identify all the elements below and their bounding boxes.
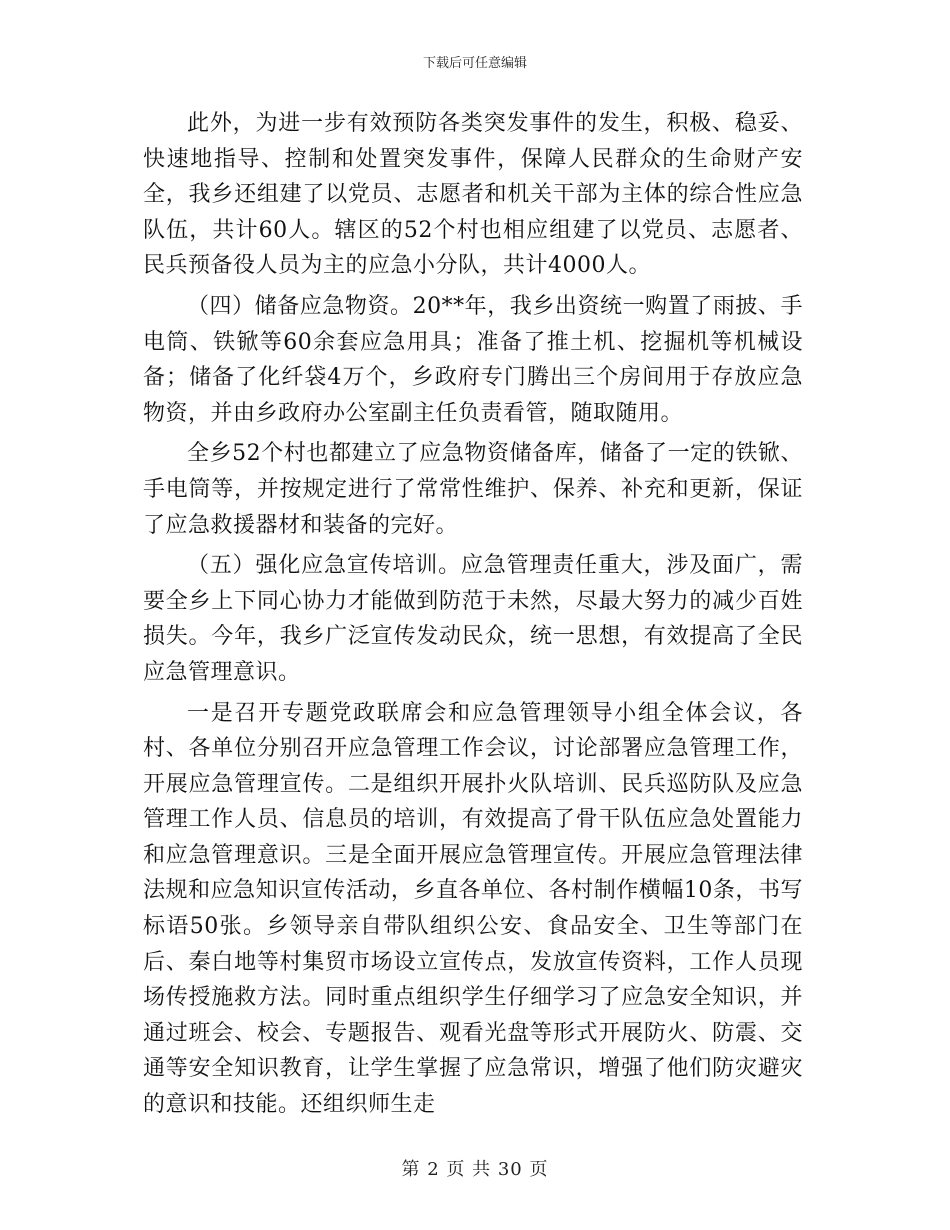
page-number-footer: 第 2 页 共 30 页 [401,1159,549,1180]
page-header: 下载后可任意编辑 [422,56,527,71]
paragraph-village-storage: 全乡52个村也都建立了应急物资储备库，储备了一定的铁锨、手电筒等，并按规定进行了常常性维护、保养、补充和更新，保证了应急救援器材和装备的完好。 [143,441,803,538]
paragraph-publicity-training: （五）强化应急宣传培训。应急管理责任重大，涉及面广，需要全乡上下同心协力才能做到防范于未然，尽最大努力的减少百姓损失。今年，我乡广泛宣传发动民众，统一思想，有效提高了全民应急管理意识。 [143,553,803,685]
paragraph-reserve-supplies: （四）储备应急物资。20**年，我乡出资统一购置了雨披、手电筒、铁锨等60余套应急用具；准备了推土机、挖掘机等机械设备；储备了化纤袋4万个，乡政府专门腾出三个房间用于存放应急物资，并由乡政府办公室副主任负责看管，随取随用。 [143,293,803,426]
paragraph-emergency-team: 此外，为进一步有效预防各类突发事件的发生，积极、稳妥、快速地指导、控制和处置突发事件，保障人民群众的生命财产安全，我乡还组建了以党员、志愿者和机关干部为主体的综合性应急队伍，共计60人。辖区的52个村也相应组建了以党员、志愿者、民兵预备役人员为主的应急小分队，共计4000人。 [143,111,803,279]
paragraph-meetings-training: 一是召开专题党政联席会和应急管理领导小组全体会议，各村、各单位分别召开应急管理工作会议，讨论部署应急管理工作，开展应急管理宣传。二是组织开展扑火队培训、民兵巡防队及应急管理工作人员、信息员的培训，有效提高了骨干队伍应急处置能力和应急管理意识。三是全面开展应急管理宣传。开展应急管理法律法规和应急知识宣传活动，乡直各单位、各村制作横幅10条，书写标语50张。乡领导亲自带队组织公安、食品安全、卫生等部门在后、秦白地等村集贸市场设立宣传点，发放宣传资料，工作人员现场传授施救方法。同时重点组织学生仔细学习了应急安全知识，并通过班会、校会、专题报告、观看光盘等形式开展防火、防震、交通等安全知识教育，让学生掌握了应急常识，增强了他们防灾避灾的意识和技能。还组织师生走 [143,700,803,1118]
document-body [143,106,803,1128]
